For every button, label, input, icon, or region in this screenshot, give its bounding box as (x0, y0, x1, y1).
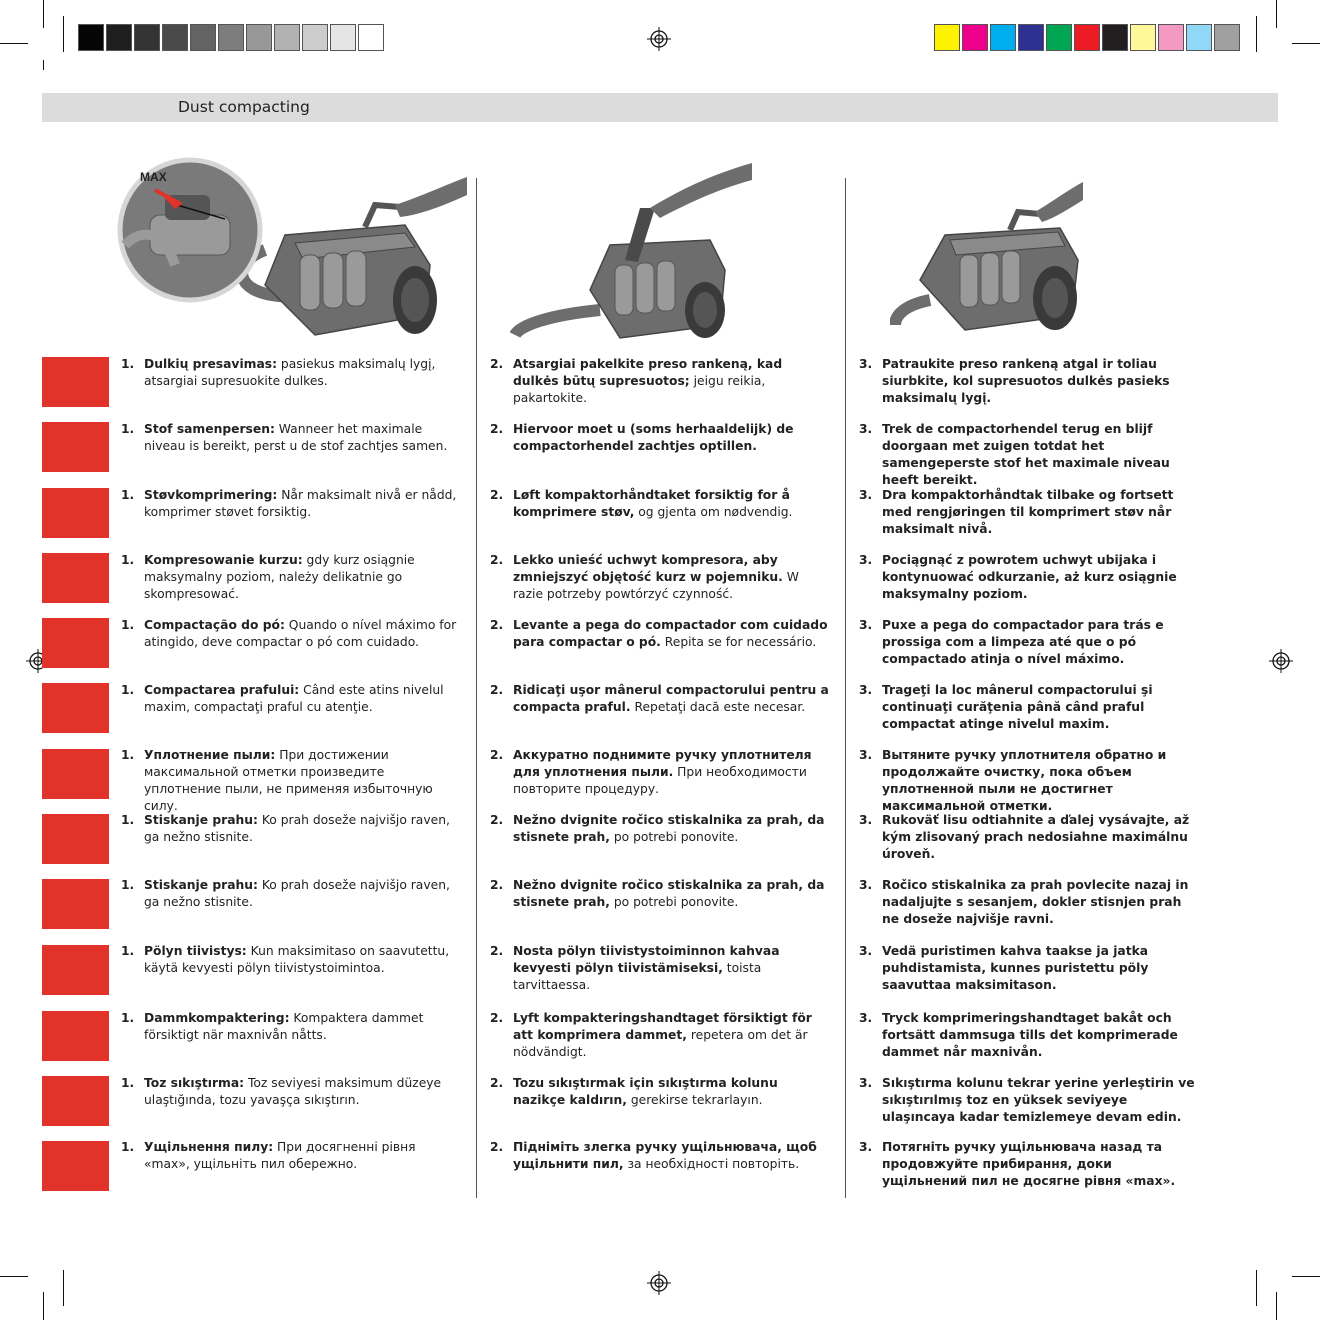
process-color-swatch (1018, 24, 1044, 51)
step-text (144, 487, 462, 521)
step-regular-text: Ko prah doseže najvišjo raven, ga nežno stisnite. (144, 813, 450, 844)
step-number: 1. (121, 813, 135, 827)
step-regular-text: gerekirse tekrarlayın. (626, 1093, 763, 1107)
step-number: 1. (121, 1140, 135, 1154)
step-text (144, 1139, 462, 1173)
step-number: 2. (490, 488, 504, 502)
crop-mark (1256, 16, 1257, 52)
step-text (144, 356, 462, 390)
step-regular-text: gdy kurz osiągnie maksymalny poziom, należy delikatnie go skompresować. (144, 553, 415, 601)
step-text (882, 1139, 1200, 1190)
step-number: 2. (490, 748, 504, 762)
process-color-swatch (962, 24, 988, 51)
crop-mark (43, 60, 44, 70)
section-header-bar (42, 93, 1278, 122)
language-tab (42, 1141, 109, 1191)
step-number: 2. (490, 1140, 504, 1154)
step-bold-text: Atsargiai pakelkite preso rankeną, kad dulkės būtų supresuotos; (513, 357, 783, 388)
step-regular-text: W razie potrzeby powtórzyć czynność. (513, 570, 799, 601)
language-tab (42, 1076, 109, 1126)
step-number: 2. (490, 878, 504, 892)
max-label: MAX (140, 170, 167, 184)
step-number: 3. (859, 878, 873, 892)
registration-mark-icon (1269, 649, 1293, 673)
step-text (144, 943, 462, 977)
step-text (513, 1075, 831, 1109)
step-number: 1. (121, 683, 135, 697)
step-number: 1. (121, 422, 135, 436)
gray-swatch (274, 24, 300, 51)
column-divider (476, 178, 477, 1198)
language-tab (42, 749, 109, 799)
step-text (882, 877, 1200, 928)
language-tab (42, 553, 109, 603)
step-text (513, 487, 831, 521)
step-bold-text: Compactarea prafului: (144, 683, 300, 697)
step-number: 3. (859, 1011, 873, 1025)
step-regular-text: Repetaţi dacă este necesar. (630, 700, 806, 714)
step-bold-text: Kompresowanie kurzu: (144, 553, 303, 567)
step-bold-text: Trek de compactorhendel terug en blijf doorgaan met zuigen totdat het samengeperste stof het maximale niveau heeft bereikt. (882, 422, 1170, 487)
crop-mark (43, 0, 44, 28)
step-bold-text: Stiskanje prahu: (144, 878, 258, 892)
registration-mark-icon (647, 27, 671, 51)
step-text (513, 877, 831, 911)
step-text (144, 421, 462, 455)
step-number: 2. (490, 357, 504, 371)
step-regular-text: за необхідності повторіть. (623, 1157, 800, 1171)
step-regular-text: Toz seviyesi maksimum düzeye ulaştığında, tozu yavaşça sıkıştırın. (144, 1076, 442, 1107)
step-bold-text: Tryck komprimeringshandtaget bakåt och fortsätt dammsuga tills det komprimerade dammet når maxnivån. (882, 1011, 1178, 1059)
step-text (882, 617, 1200, 668)
step-number: 2. (490, 1011, 504, 1025)
crop-mark (1292, 1276, 1320, 1277)
step-bold-text: Dulkių presavimas: (144, 357, 278, 371)
process-color-swatch (1158, 24, 1184, 51)
step-number: 3. (859, 357, 873, 371)
step-text (513, 617, 831, 651)
step-number: 1. (121, 878, 135, 892)
gray-swatch (246, 24, 272, 51)
step-text (882, 682, 1200, 733)
step-number: 1. (121, 618, 135, 632)
language-tab (42, 1011, 109, 1061)
step-number: 3. (859, 683, 873, 697)
step-bold-text: Підніміть злегка ручку ущільнювача, щоб ущільнити пил, (513, 1140, 817, 1171)
step-bold-text: Puxe a pega do compactador para trás e prossiga com a limpeza até que o pó compactado atinja o nível máximo. (882, 618, 1164, 666)
step-text (513, 747, 831, 798)
process-color-swatch (1046, 24, 1072, 51)
step-bold-text: Вытяните ручку уплотнителя обратно и продолжайте очистку, пока объем уплотненной пыли не достигнет максимальной отметки. (882, 748, 1167, 813)
gray-swatch (330, 24, 356, 51)
step-regular-text: Når maksimalt nivå er nådd, komprimer støvet forsiktig. (144, 488, 457, 519)
process-color-swatch (1074, 24, 1100, 51)
step-text (144, 1010, 462, 1044)
gray-swatch (190, 24, 216, 51)
step-text (144, 747, 462, 815)
step-number: 3. (859, 1140, 873, 1154)
step-bold-text: Sıkıştırma kolunu tekrar yerine yerleştirin ve sıkıştırılmış toz en yüksek seviyeye ulaşıncaya kadar temizlemeye devam edin. (882, 1076, 1195, 1124)
step-regular-text: Repita se for necessário. (660, 635, 817, 649)
step-bold-text: Compactação do pó: (144, 618, 285, 632)
process-color-swatch (1214, 24, 1240, 51)
step-bold-text: Trageţi la loc mânerul compactorului şi continuaţi curăţenia până când praful compactat atinge nivelul maxim. (882, 683, 1153, 731)
step-bold-text: Løft kompaktorhåndtaket forsiktig for å komprimere støv, (513, 488, 790, 519)
step-text (882, 943, 1200, 994)
gray-swatch (134, 24, 160, 51)
process-color-swatch (1102, 24, 1128, 51)
column-divider (845, 178, 846, 1198)
step-text (144, 682, 462, 716)
step-number: 3. (859, 553, 873, 567)
step-text (144, 1075, 462, 1109)
step-number: 3. (859, 944, 873, 958)
step-number: 2. (490, 1076, 504, 1090)
step-bold-text: Støvkomprimering: (144, 488, 278, 502)
step-text (144, 877, 462, 911)
step-regular-text: toista tarvittaessa. (513, 961, 762, 992)
crop-mark (1276, 0, 1277, 28)
step-bold-text: Vedä puristimen kahva taakse ja jatka puhdistamista, kunnes puristettu pöly saavuttaa maksimitason. (882, 944, 1149, 992)
gray-swatch (78, 24, 104, 51)
step-number: 3. (859, 1076, 873, 1090)
step-bold-text: Ridicaţi uşor mânerul compactorului pentru a compacta praful. (513, 683, 829, 714)
step-bold-text: Stiskanje prahu: (144, 813, 258, 827)
step-bold-text: Stof samenpersen: (144, 422, 275, 436)
step-text (513, 1139, 831, 1173)
step-number: 3. (859, 488, 873, 502)
step1-vacuum-illustration (115, 155, 470, 345)
step-number: 2. (490, 618, 504, 632)
step-text (513, 552, 831, 603)
gray-swatch (162, 24, 188, 51)
step-bold-text: Ущільнення пилу: (144, 1140, 274, 1154)
step-text (882, 1075, 1200, 1126)
step-number: 2. (490, 683, 504, 697)
step-regular-text: Ko prah doseže najvišjo raven, ga nežno stisnite. (144, 878, 450, 909)
step-regular-text: jeigu reikia, pakartokite. (513, 374, 766, 405)
crop-mark (63, 16, 64, 52)
process-color-swatch (1186, 24, 1212, 51)
process-color-swatch (1130, 24, 1156, 51)
step-regular-text: Quando o nível máximo for atingido, deve compactar o pó com cuidado. (144, 618, 457, 649)
language-tab (42, 683, 109, 733)
step3-vacuum-illustration (890, 160, 1085, 335)
step-bold-text: Потягніть ручку ущільнювача назад та продовжуйте прибирання, доки ущільнений пил не досягне рівня «max». (882, 1140, 1176, 1188)
step-text (882, 356, 1200, 407)
step-number: 1. (121, 357, 135, 371)
language-tab (42, 945, 109, 995)
step-bold-text: Tozu sıkıştırmak için sıkıştırma kolunu nazikçe kaldırın, (513, 1076, 778, 1107)
language-tab (42, 422, 109, 472)
step-regular-text: po potrebi ponovite. (609, 895, 739, 909)
step-text (882, 1010, 1200, 1061)
step-bold-text: Pölyn tiivistys: (144, 944, 247, 958)
step-bold-text: Pociągnąć z powrotem uchwyt ubijaka i kontynuować odkurzanie, aż kurz osiągnie maksymalny poziom. (882, 553, 1177, 601)
language-tab (42, 357, 109, 407)
step-text (144, 552, 462, 603)
step-bold-text: Lyft kompakteringshandtaget försiktigt för att komprimera dammet, (513, 1011, 812, 1042)
language-tab (42, 618, 109, 668)
step-text (882, 812, 1200, 863)
process-color-swatch (990, 24, 1016, 51)
process-color-swatch (934, 24, 960, 51)
step-regular-text: Când este atins nivelul maxim, compactaţi praful cu atenţie. (144, 683, 444, 714)
step-regular-text: При досягненні рівня «max», ущільніть пил обережно. (144, 1140, 416, 1171)
step-number: 3. (859, 748, 873, 762)
step-bold-text: Dra kompaktorhåndtak tilbake og fortsett med rengjøringen til komprimert støv når maksimalt nivå. (882, 488, 1174, 536)
step-regular-text: pasiekus maksimalų lygį, atsargiai supresuokite dulkes. (144, 357, 436, 388)
gray-swatch (218, 24, 244, 51)
step-text (882, 487, 1200, 538)
language-tab (42, 879, 109, 929)
step-text (513, 682, 831, 716)
step-regular-text: Kompaktera dammet försiktigt när maxnivån nåtts. (144, 1011, 424, 1042)
step2-vacuum-illustration (510, 160, 755, 340)
crop-mark (43, 1292, 44, 1320)
language-tab (42, 814, 109, 864)
gray-swatch (106, 24, 132, 51)
step-text (513, 1010, 831, 1061)
step-text (513, 356, 831, 407)
crop-mark (63, 1270, 64, 1306)
step-number: 2. (490, 944, 504, 958)
crop-mark (1276, 1292, 1277, 1320)
step-regular-text: При необходимости повторите процедуру. (513, 765, 807, 796)
step-number: 1. (121, 944, 135, 958)
step-bold-text: Nežno dvignite ročico stiskalnika za prah, da stisnete prah, (513, 813, 825, 844)
crop-mark (0, 1276, 28, 1277)
crop-mark (1292, 43, 1320, 44)
step-regular-text: При достижении максимальной отметки произведите уплотнение пыли, не применяя избыточную силу. (144, 748, 433, 813)
step-text (882, 421, 1200, 489)
step-bold-text: Уплотнение пыли: (144, 748, 276, 762)
step-number: 2. (490, 813, 504, 827)
registration-mark-icon (647, 1271, 671, 1295)
step-regular-text: og gjenta om nødvendig. (634, 505, 793, 519)
step-number: 2. (490, 422, 504, 436)
step-bold-text: Аккуратно поднимите ручку уплотнителя для уплотнения пыли. (513, 748, 812, 779)
step-bold-text: Patraukite preso rankeną atgal ir toliau siurbkite, kol supresuotos dulkės pasieks maksimalų lygį. (882, 357, 1170, 405)
step-bold-text: Nosta pölyn tiivistystoiminnon kahvaa kevyesti pölyn tiivistämiseksi, (513, 944, 780, 975)
step-text (513, 812, 831, 846)
step-text (513, 421, 831, 455)
crop-mark (0, 43, 28, 44)
step-number: 1. (121, 488, 135, 502)
step-text (144, 617, 462, 651)
step-bold-text: Ročico stiskalnika za prah povlecite nazaj in nadaljujte s sesanjem, dokler stisnjen prah ne doseže najvišje ravni. (882, 878, 1189, 926)
step-regular-text: Kun maksimitaso on saavutettu, käytä kevyesti pölyn tiivistystoimintoa. (144, 944, 450, 975)
step-bold-text: Levante a pega do compactador com cuidado para compactar o pó. (513, 618, 828, 649)
step-bold-text: Hiervoor moet u (soms herhaaldelijk) de compactorhendel zachtjes optillen. (513, 422, 794, 453)
step-number: 1. (121, 748, 135, 762)
step-number: 1. (121, 553, 135, 567)
language-tab (42, 488, 109, 538)
step-number: 3. (859, 813, 873, 827)
step-bold-text: Lekko unieść uchwyt kompresora, aby zmniejszyć objętość kurz w pojemniku. (513, 553, 783, 584)
step-number: 1. (121, 1076, 135, 1090)
step-regular-text: po potrebi ponovite. (609, 830, 739, 844)
step-bold-text: Dammkompaktering: (144, 1011, 290, 1025)
step-text (882, 552, 1200, 603)
step-bold-text: Rukoväť lisu odtiahnite a ďalej vysávajte, až kým zlisovaný prach nedosiahne maximálnu úroveň. (882, 813, 1190, 861)
step-regular-text: Wanneer het maximale niveau is bereikt, perst u de stof zachtjes samen. (144, 422, 448, 453)
gray-swatch (358, 24, 384, 51)
gray-swatch (302, 24, 328, 51)
crop-mark (1256, 1270, 1257, 1306)
step-text (513, 943, 831, 994)
step-regular-text: repetera om det är nödvändigt. (513, 1028, 808, 1059)
step-bold-text: Nežno dvignite ročico stiskalnika za prah, da stisnete prah, (513, 878, 825, 909)
step-number: 3. (859, 422, 873, 436)
step-number: 1. (121, 1011, 135, 1025)
step-bold-text: Toz sıkıştırma: (144, 1076, 245, 1090)
step-text (882, 747, 1200, 815)
step-text (144, 812, 462, 846)
section-title: Dust compacting (178, 98, 310, 116)
step-number: 2. (490, 553, 504, 567)
step-number: 3. (859, 618, 873, 632)
